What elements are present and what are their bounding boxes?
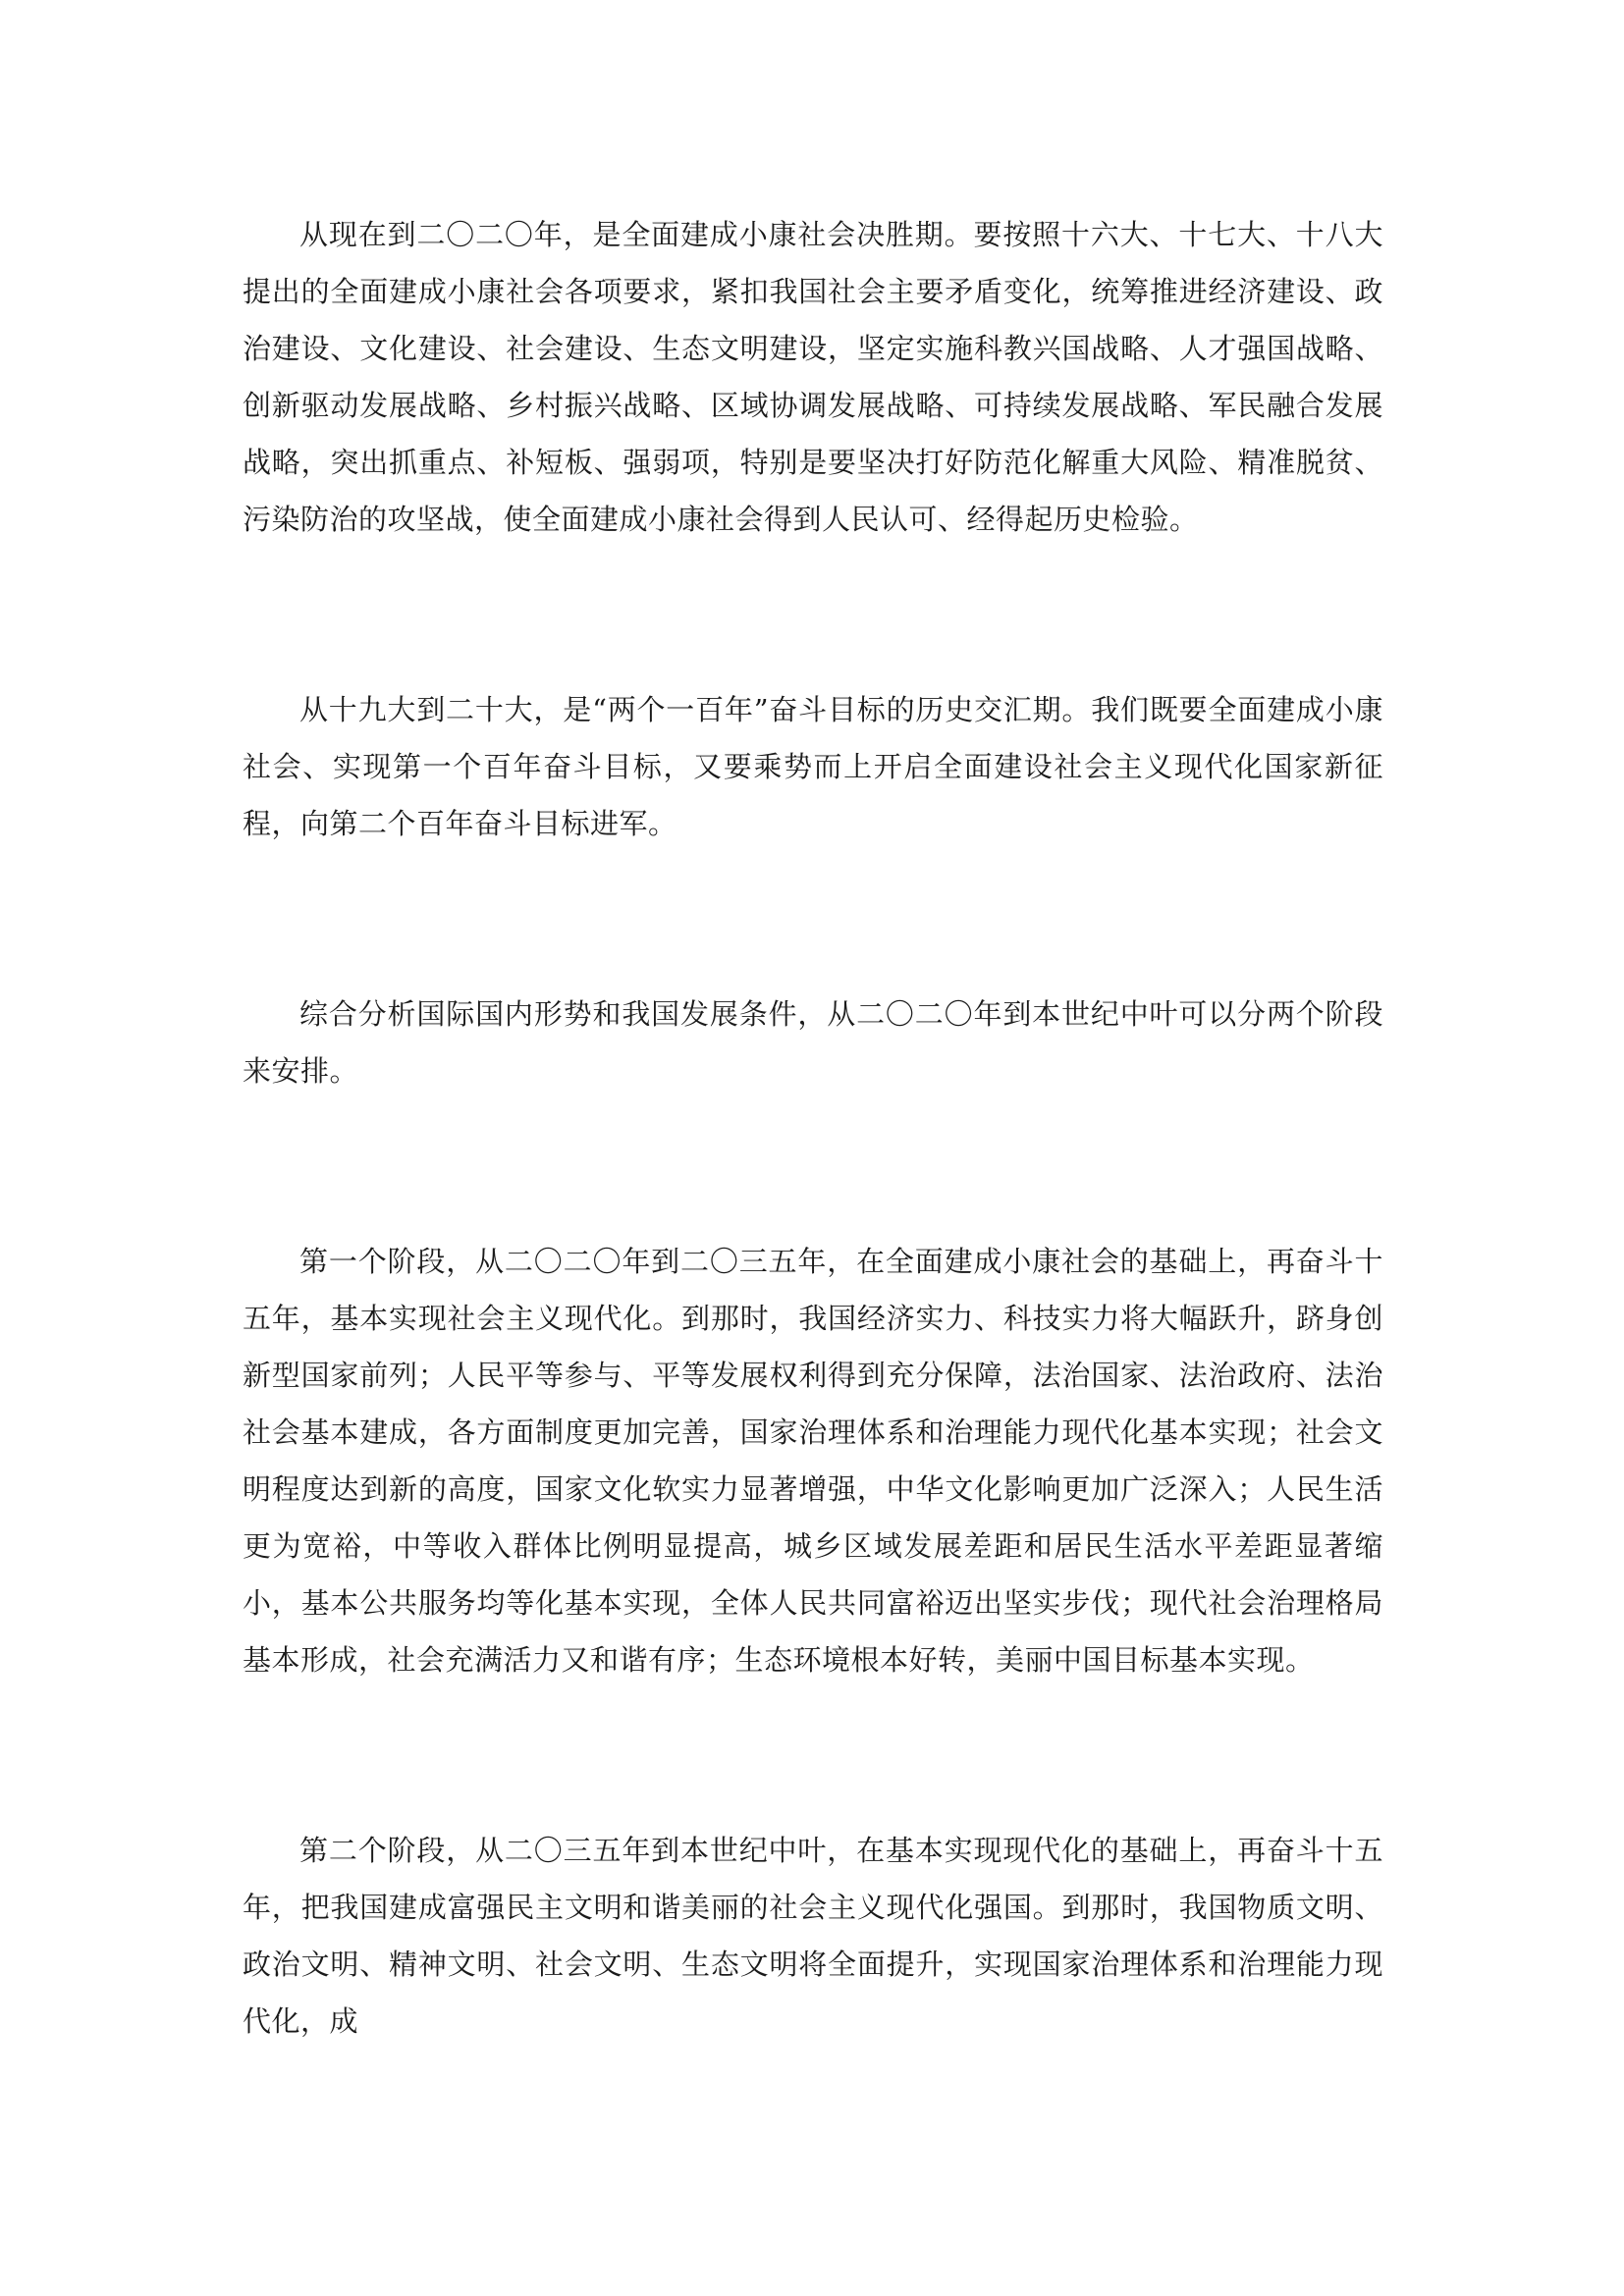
paragraph-first-stage: 第一个阶段，从二〇二〇年到二〇三五年，在全面建成小康社会的基础上，再奋斗十五年，基本实现社会主义现代化。到那时，我国经济实力、科技实力将大幅跃升，跻身创新型国家前列；人民平等参与、平等发展权利得到充分保障，法治国家、法治政府、法治社会基本建成，各方面制度更加完善，国家治理体系和治理能力现代化基本实现；社会文明程度达到新的高度，国家文化软实力显著增强，中华文化影响更加广泛深入；人民生活更为宽裕，中等收入群体比例明显提高，城乡区域发展差距和居民生活水平差距显著缩小，基本公共服务均等化基本实现，全体人民共同富裕迈出坚实步伐；现代社会治理格局基本形成，社会充满活力又和谐有序；生态环境根本好转，美丽中国目标基本实现。 [243, 1245, 1383, 1677]
paragraph-second-stage: 第二个阶段，从二〇三五年到本世纪中叶，在基本实现现代化的基础上，再奋斗十五年，把我国建成富强民主文明和谐美丽的社会主义现代化强国。到那时，我国物质文明、政治文明、精神文明、社会文明、生态文明将全面提升，实现国家治理体系和治理能力现代化，成 [243, 1834, 1383, 2038]
document-body [243, 206, 1383, 2050]
paragraph-decisive-period: 从现在到二〇二〇年，是全面建成小康社会决胜期。要按照十六大、十七大、十八大提出的全面建成小康社会各项要求，紧扣我国社会主要矛盾变化，统筹推进经济建设、政治建设、文化建设、社会建设、生态文明建设，坚定实施科教兴国战略、人才强国战略、创新驱动发展战略、乡村振兴战略、区域协调发展战略、可持续发展战略、军民融合发展战略，突出抓重点、补短板、强弱项，特别是要坚决打好防范化解重大风险、精准脱贫、污染防治的攻坚战，使全面建成小康社会得到人民认可、经得起历史检验。 [243, 218, 1383, 536]
paragraph-two-centenary-goals: 从十九大到二十大，是“两个一百年”奋斗目标的历史交汇期。我们既要全面建成小康社会、实现第一个百年奋斗目标，又要乘势而上开启全面建设社会主义现代化国家新征程，向第二个百年奋斗目标进军。 [243, 693, 1383, 840]
paragraph-two-stages-overview: 综合分析国际国内形势和我国发展条件，从二〇二〇年到本世纪中叶可以分两个阶段来安排。 [243, 997, 1383, 1088]
